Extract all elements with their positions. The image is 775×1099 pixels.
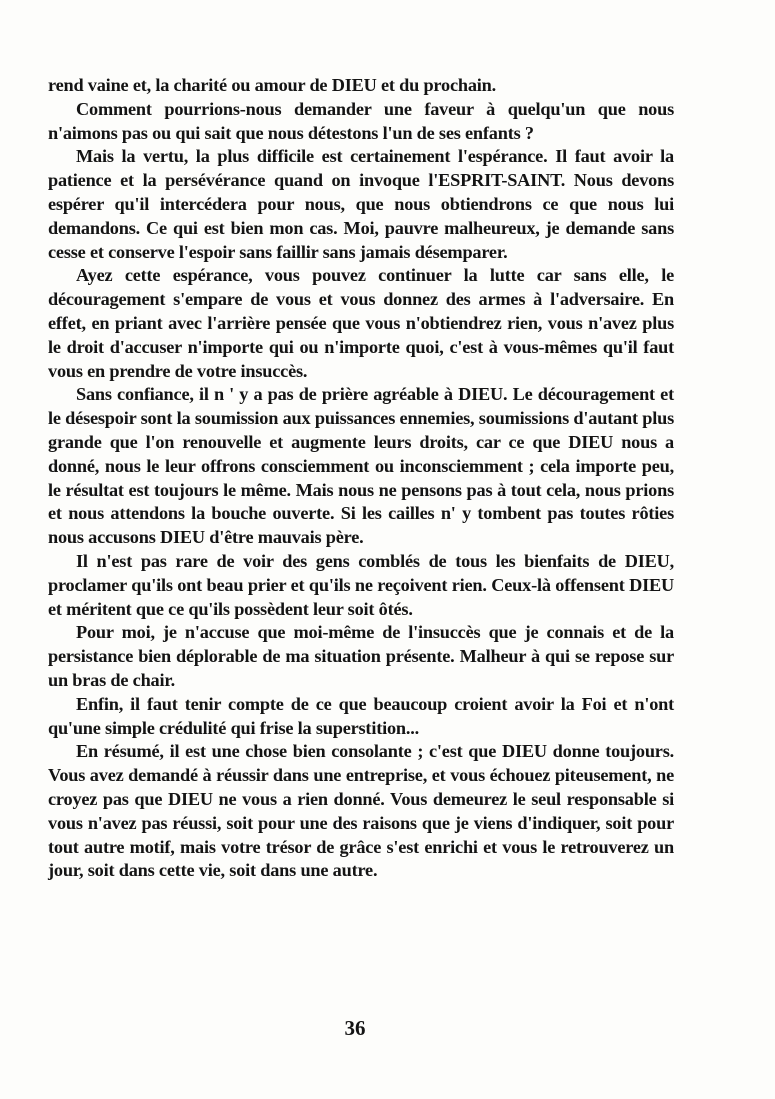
paragraph: Mais la vertu, la plus difficile est certainement l'espérance. Il faut avoir la patience et la persévérance quand on invoque l'ESPRIT-SAINT. Nous devons espérer qu'il intercédera pour nous, que nous obtiendrons ce que nous lui demandons. Ce qui est bien mon cas. Moi, pauvre malheureux, je demande sans cesse et conserve l'espoir sans faillir sans jamais désemparer. <box>48 146 674 262</box>
page-number: 36 <box>344 1016 366 1040</box>
paragraph: Pour moi, je n'accuse que moi-même de l'insuccès que je connais et de la persistance bien déplorable de ma situation présente. Malheur à qui se repose sur un bras de chair. <box>48 622 674 690</box>
paragraph: Enfin, il faut tenir compte de ce que beaucoup croient avoir la Foi et n'ont qu'une simple crédulité qui frise la superstition... <box>48 693 674 738</box>
paragraph: Ayez cette espérance, vous pouvez continuer la lutte car sans elle, le découragement s'empare de vous et vous donnez des armes à l'adversaire. En effet, en priant avec l'arrière pensée que vous n'obtiendrez rien, vous n'avez plus le droit d'accuser n'importe qui ou n'importe quoi, c'est à vous-mêmes qu'il faut vous en prendre de votre insuccès. <box>48 265 674 381</box>
paragraph: Comment pourrions-nous demander une faveur à quelqu'un que nous n'aimons pas ou qui sait que nous détestons l'un de ses enfants ? <box>48 98 674 143</box>
body-text <box>48 74 674 883</box>
paragraph: Sans confiance, il n ' y a pas de prière agréable à DIEU. Le découragement et le désespoir sont la soumission aux puissances ennemies, soumissions d'autant plus grande que l'on renouvelle et augmente leurs droits, car ce que DIEU nous a donné, nous le leur offrons consciemment ou inconsciemment ; cela importe peu, le résultat est toujours le même. Mais nous ne pensons pas à tout cela, nous prions et nous attendons la bouche ouverte. Si les cailles n' y tombent pas toutes rôties nous accusons DIEU d'être mauvais père. <box>48 384 674 548</box>
paragraph: En résumé, il est une chose bien consolante ; c'est que DIEU donne toujours. Vous avez demandé à réussir dans une entreprise, et vous échouez piteusement, ne croyez pas que DIEU ne vous a rien donné. Vous demeurez le seul responsable si vous n'avez pas réussi, soit pour une des raisons que je viens d'indiquer, soit pour tout autre motif, mais votre trésor de grâce s'est enrichi et vous le retrouverez un jour, soit dans cette vie, soit dans une autre. <box>48 741 674 881</box>
paragraph: rend vaine et, la charité ou amour de DIEU et du prochain. <box>48 75 496 95</box>
paragraph: Il n'est pas rare de voir des gens comblés de tous les bienfaits de DIEU, proclamer qu'ils ont beau prier et qu'ils ne reçoivent rien. Ceux-là offensent DIEU et méritent que ce qu'ils possèdent leur soit ôtés. <box>48 550 674 619</box>
